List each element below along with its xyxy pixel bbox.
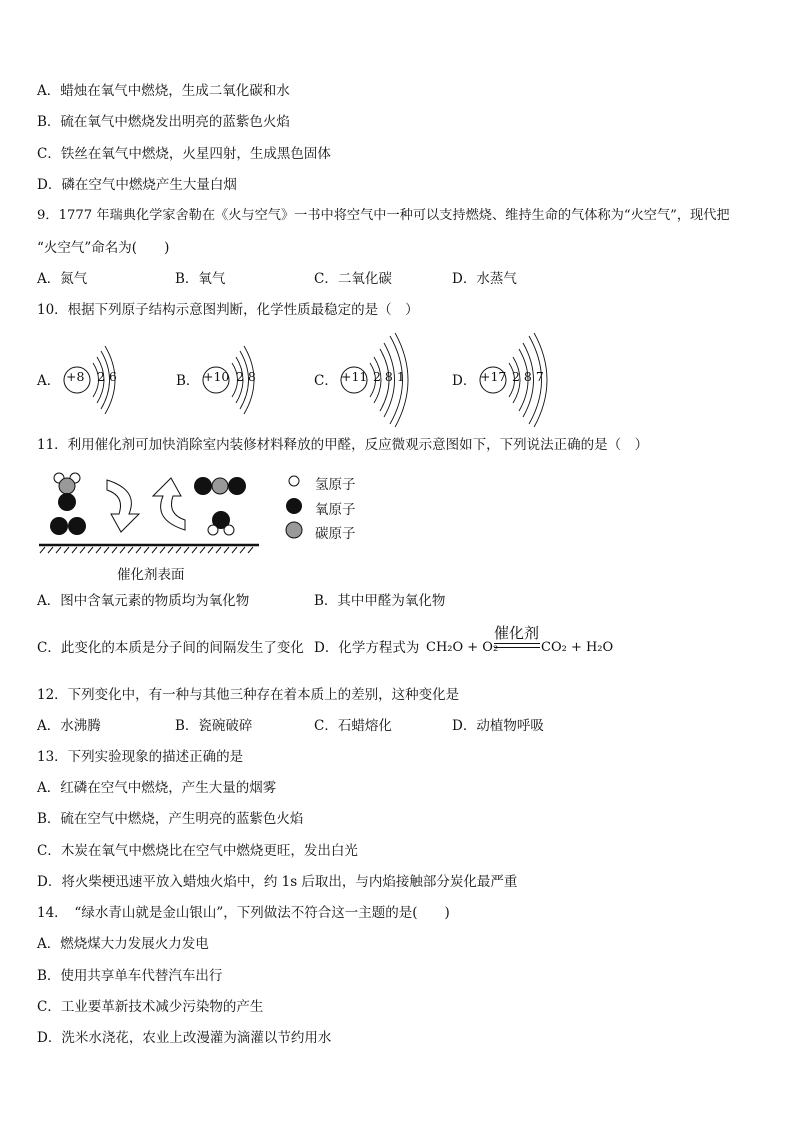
reaction-micro-diagram xyxy=(37,468,267,558)
q8-option-d: D．磷在空气中燃烧产生大量白烟 xyxy=(37,177,237,193)
equation-condition: 催化剂 xyxy=(494,624,540,642)
equation-right: CO₂ + H₂O xyxy=(541,640,614,655)
atom-b-nucleus: +10 xyxy=(203,369,230,384)
atom-d-nucleus: +17 xyxy=(480,369,507,384)
q14-option-b: B．使用共享单车代替汽车出行 xyxy=(37,968,223,984)
q11-stem: 11．利用催化剂可加快消除室内装修材料释放的甲醛，反应微观示意图如下，下列说法正确的是（ ） xyxy=(37,437,649,453)
q9-stem-line2: “火空气”命名为( ) xyxy=(37,240,170,256)
q13-option-d: D．将火柴梗迅速平放入蜡烛火焰中，约 1s 后取出，与内焰接触部分炭化最严重 xyxy=(37,874,518,890)
q12-option-d: D．动植物呼吸 xyxy=(452,718,544,734)
q11-option-a: A．图中含氧元素的物质均为氧化物 xyxy=(37,593,250,609)
q14-option-c: C．工业要革新技术减少污染物的产生 xyxy=(37,999,264,1015)
q13-option-b: B．硫在空气中燃烧，产生明亮的蓝紫色火焰 xyxy=(37,811,304,827)
q9-option-d: D．水蒸气 xyxy=(452,271,517,287)
q11-option-c: C．此变化的本质是分子间的间隔发生了变化 xyxy=(37,640,304,656)
q11-option-d-prefix: D．化学方程式为 xyxy=(314,640,420,656)
q10-stem: 10．根据下列原子结构示意图判断，化学性质最稳定的是（ ） xyxy=(37,302,419,318)
q14-option-d: D．洗米水浇花，农业上改漫灌为滴灌以节约用水 xyxy=(37,1030,332,1046)
q12-option-c: C．石蜡熔化 xyxy=(314,718,392,734)
atom-c-nucleus: +11 xyxy=(341,369,368,384)
atom-a-label: A． xyxy=(37,373,61,389)
atom-c-shells: 2 8 1 xyxy=(373,369,405,384)
atom-b-label: B． xyxy=(176,373,200,389)
q13-option-a: A．红磷在空气中燃烧，产生大量的烟雾 xyxy=(37,780,277,796)
legend-carbon: 碳原子 xyxy=(315,526,356,542)
q13-stem: 13．下列实验现象的描述正确的是 xyxy=(37,749,244,765)
atom-c-label: C． xyxy=(314,373,338,389)
q9-option-c: C．二氧化碳 xyxy=(314,271,392,287)
q8-option-b: B．硫在氧气中燃烧发出明亮的蓝紫色火焰 xyxy=(37,114,290,130)
q13-option-c: C．木炭在氧气中燃烧比在空气中燃烧更旺，发出白光 xyxy=(37,843,358,859)
atom-legend-icons xyxy=(285,472,305,542)
q14-option-a: A．燃烧煤大力发展火力发电 xyxy=(37,936,209,952)
equation-left: CH₂O + O₂ xyxy=(426,640,499,655)
q8-option-a: A．蜡烛在氧气中燃烧，生成二氧化碳和水 xyxy=(37,83,290,99)
q9-stem-line1: 9．1777 年瑞典化学家舍勒在《火与空气》一书中将空气中一种可以支持燃烧、维持生命的气体称为“火空气”，现代把 xyxy=(37,208,730,223)
catalyst-surface-caption: 催化剂表面 xyxy=(117,567,185,583)
atom-b-shells: 2 8 xyxy=(236,369,256,384)
q12-stem: 12．下列变化中，有一种与其他三种存在着本质上的差别，这种变化是 xyxy=(37,687,460,703)
atom-a-shells: 2 6 xyxy=(97,369,117,384)
q12-option-a: A．水沸腾 xyxy=(37,718,101,734)
q8-option-c: C．铁丝在氧气中燃烧，火星四射，生成黑色固体 xyxy=(37,146,331,162)
equation-double-line xyxy=(494,643,540,648)
legend-oxygen: 氧原子 xyxy=(315,502,356,518)
atom-d-shells: 2 8 7 xyxy=(512,369,544,384)
atom-d-label: D． xyxy=(452,373,477,389)
q14-stem: 14． “绿水青山就是金山银山”，下列做法不符合这一主题的是( ) xyxy=(37,905,450,921)
q12-option-b: B．瓷碗破碎 xyxy=(175,718,253,734)
q9-option-a: A．氮气 xyxy=(37,271,88,287)
q11-option-b: B．其中甲醛为氧化物 xyxy=(314,593,446,609)
q9-option-b: B．氧气 xyxy=(175,271,226,287)
legend-hydrogen: 氢原子 xyxy=(315,477,356,493)
atom-a-nucleus: +8 xyxy=(66,369,85,384)
